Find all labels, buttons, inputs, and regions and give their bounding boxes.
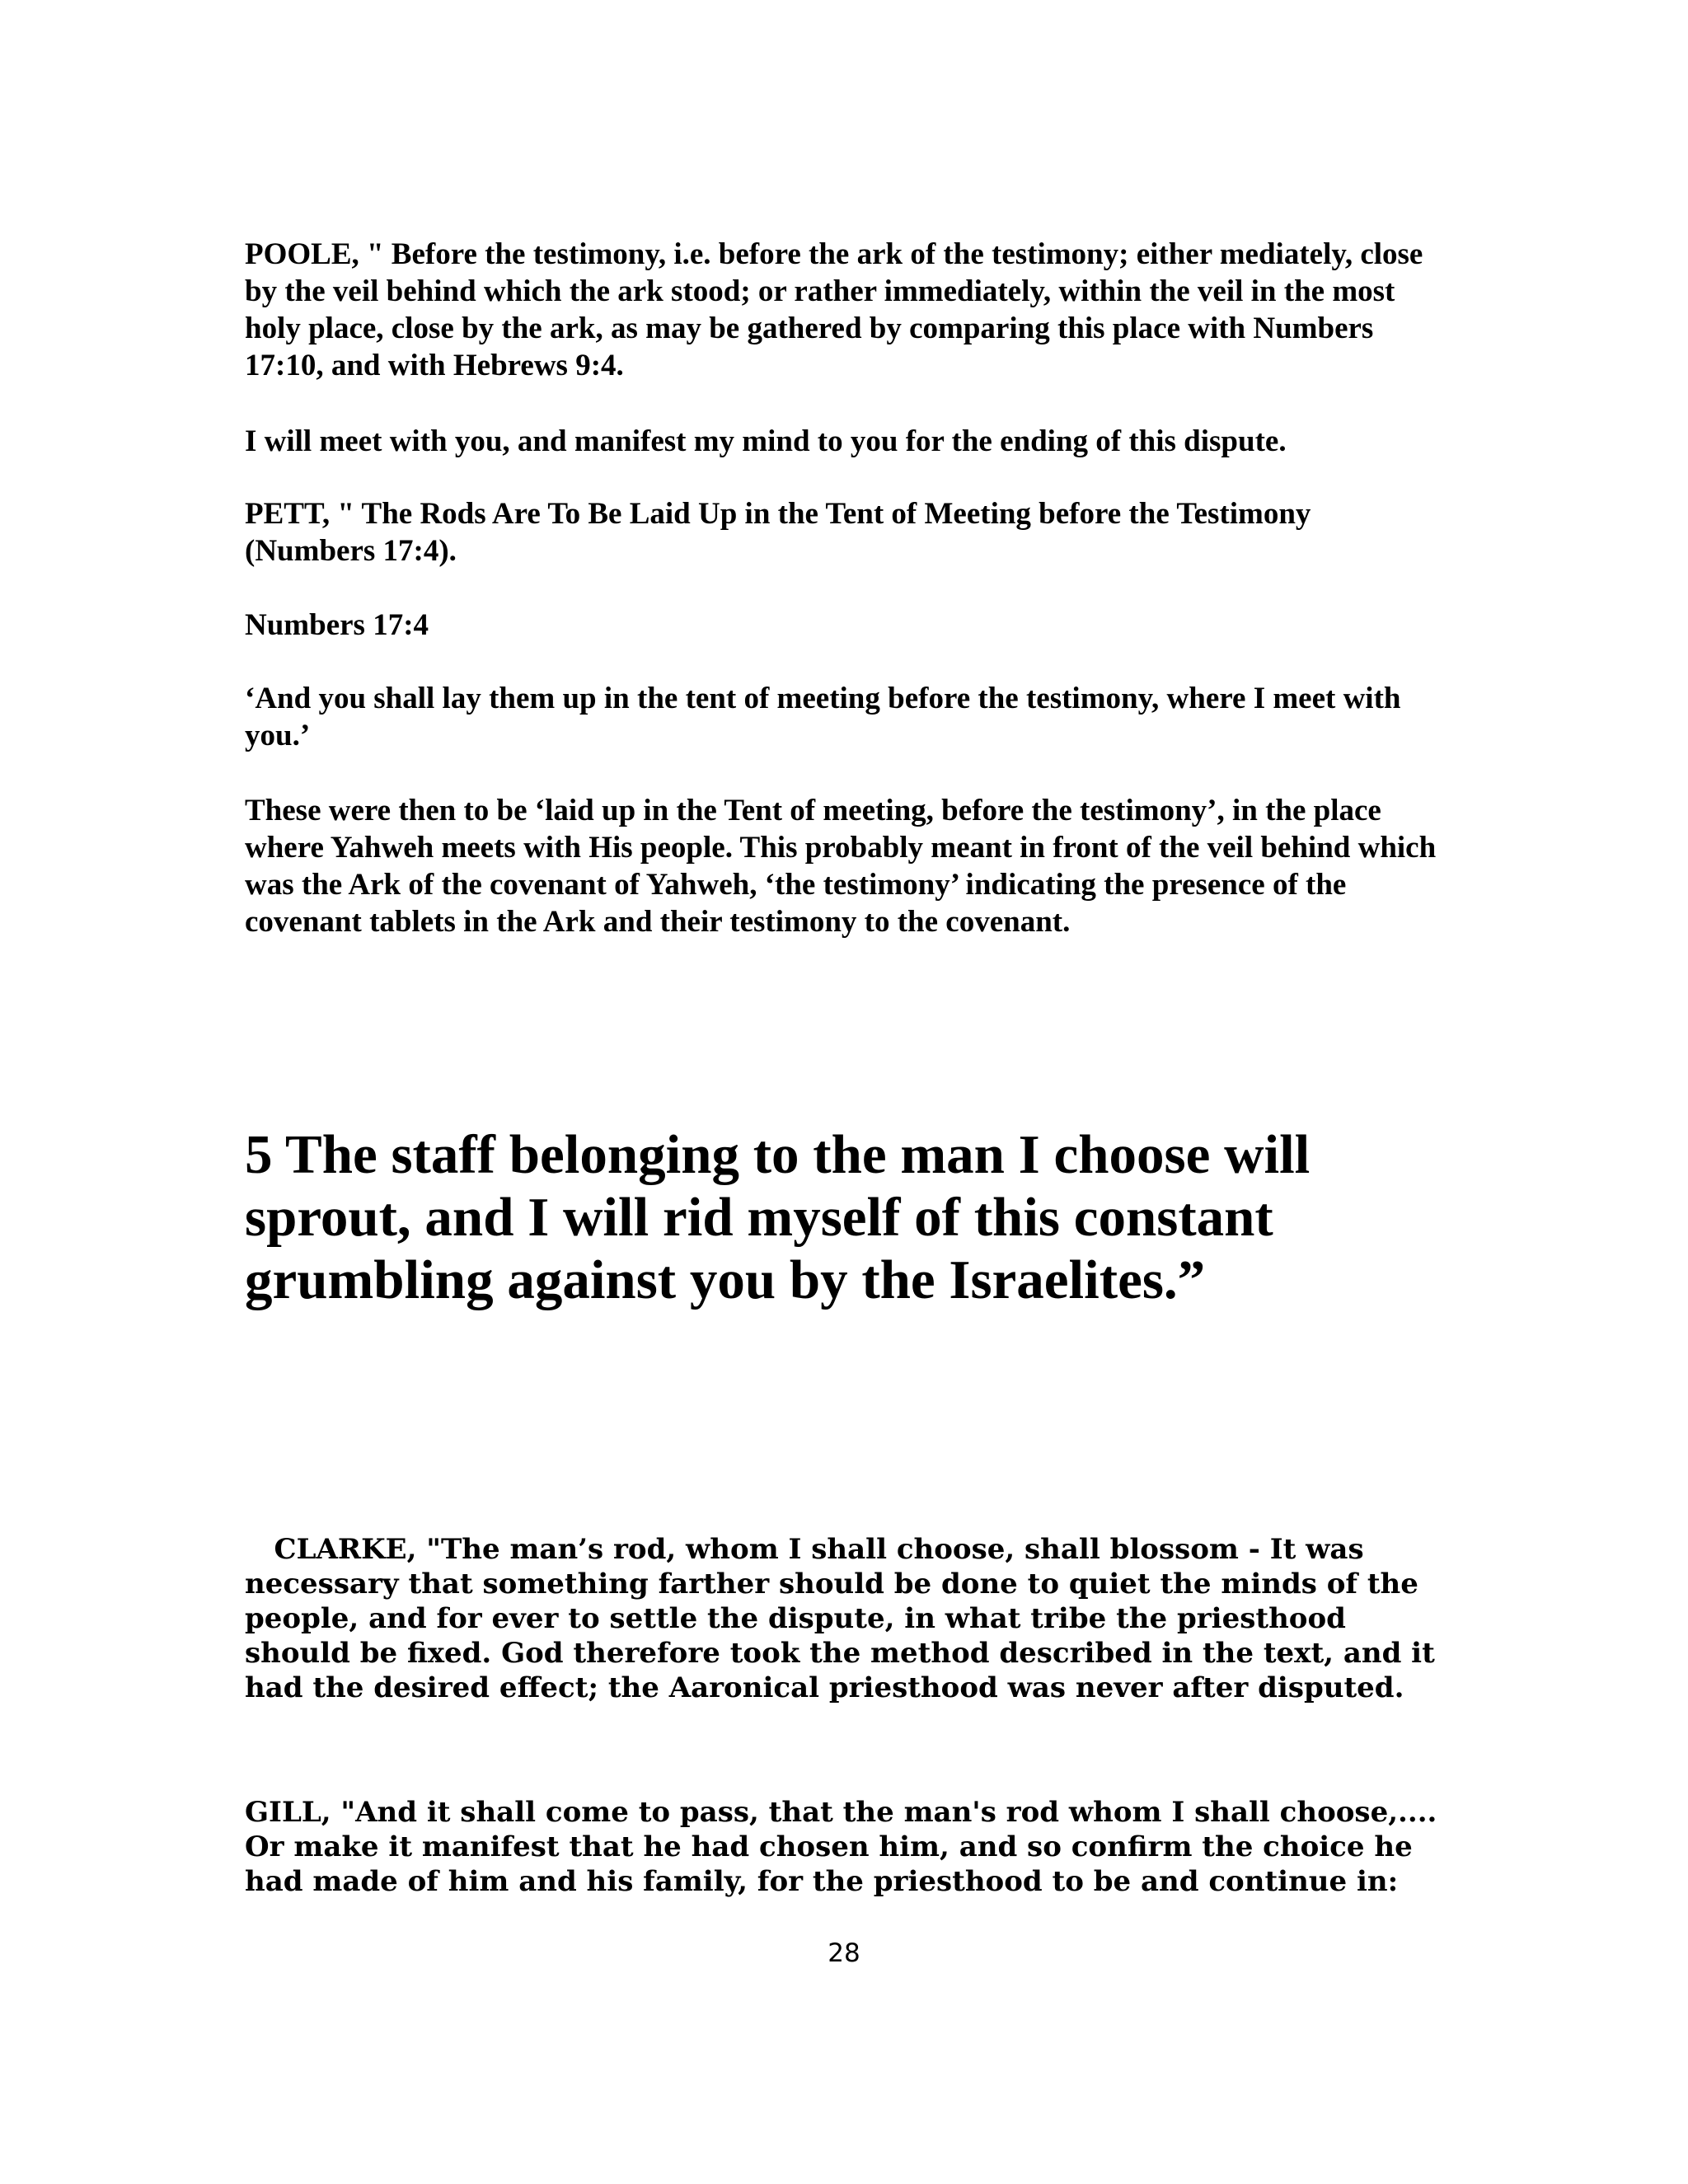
clarke-commentary: CLARKE, "The man’s rod, whom I shall choose, shall blossom - It was necessary that something farther should be done to quiet the minds of the people, and for ever to settle the dispute, in what tribe the priesthood should be fixed. God therefore took the method described in the text, and it had the desired effect; the Aaronical priesthood was never after disputed.: [245, 1533, 1445, 1704]
pett-commentary: PETT, " The Rods Are To Be Laid Up in the Tent of Meeting before the Testimony (Numbers 17:4).: [245, 497, 1311, 568]
page-number: 28: [828, 1938, 860, 1968]
gill-commentary: GILL, "And it shall come to pass, that the man's rod whom I shall choose,.... Or make it manifest that he had chosen him, and so confirm the choice he had made of him and his family, for the priesthood to be and continue in:: [245, 1796, 1437, 1898]
scripture-quote: ‘And you shall lay them up in the tent of meeting before the testimony, where I meet with you.’: [245, 682, 1401, 752]
poole-commentary: POOLE, " Before the testimony, i.e. before the ark of the testimony; either mediately, close by the veil behind which the ark stood; or rather immediately, within the veil in the most holy place, close by the ark, as may be gathered by comparing this place with Numbers 17:10, and with Hebrews 9:4.: [245, 237, 1423, 382]
meet-paragraph: I will meet with you, and manifest my mind to you for the ending of this dispute.: [245, 424, 1287, 458]
verse-heading: 5 The staff belonging to the man I choose will sprout, and I will rid myself of this constant grumbling against you by the Israelites.”: [245, 1124, 1311, 1310]
scripture-reference: Numbers 17:4: [245, 608, 429, 642]
explanation-paragraph: These were then to be ‘laid up in the Tent of meeting, before the testimony’, in the place where Yahweh meets with His people. This probably meant in front of the veil behind which was the Ark of the covenant of Yahweh, ‘the testimony’ indicating the presence of the covenant tablets in the Ark and their testimony to the covenant.: [245, 794, 1437, 939]
